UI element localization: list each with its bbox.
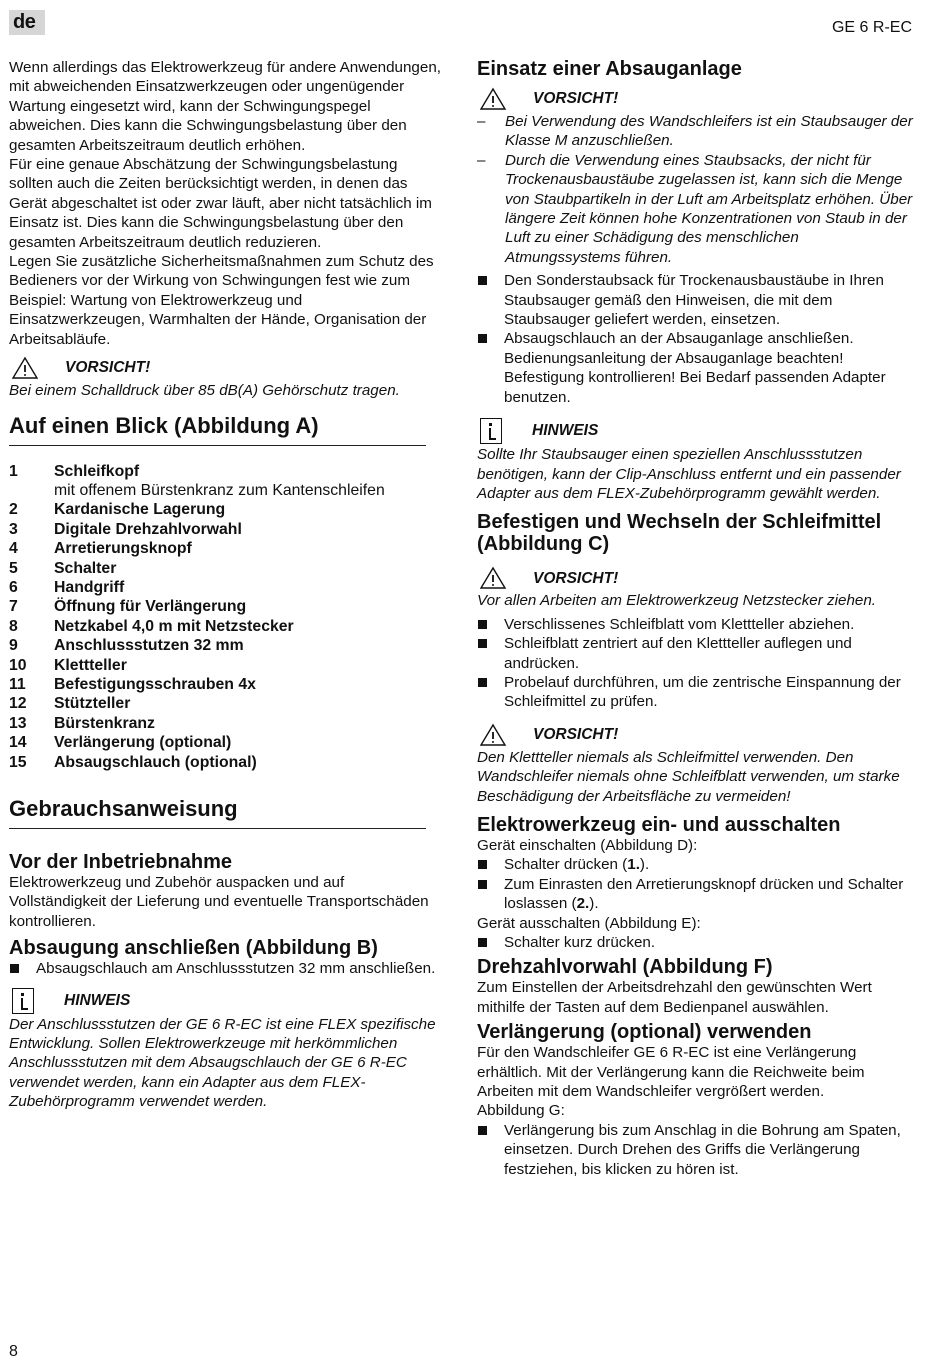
- extraction-list: [477, 271, 913, 407]
- list-item: Absaugschlauch an der Absauganlage anschließen. Bedienungsanleitung der Absauganlage beachten! Befestigung kontrollieren! Bei Bedarf passenden Adapter benutzen.: [477, 329, 913, 407]
- caution-block: [9, 355, 441, 381]
- caution-block: [477, 722, 913, 748]
- overview-heading: Auf einen Blick (Abbildung A): [9, 413, 426, 446]
- list-item: Probelauf durchführen, um die zentrische Einspannung der Schleifmittel zu prüfen.: [477, 673, 913, 712]
- switch-on-list: [477, 855, 913, 913]
- model-name: GE 6 R-EC: [831, 19, 912, 36]
- legend-item: 7 Öffnung für Verlängerung: [9, 598, 247, 616]
- note-block: [477, 417, 913, 445]
- list-item: Schalter kurz drücken.: [477, 933, 913, 952]
- note-text: Der Anschlussstutzen der GE 6 R-EC ist eine FLEX spezifische Entwicklung. Sollen Elektrowerkzeuge mit herkömmlichen Anschlussstutzen mit dem Absaugschlauch der GE 6 R-EC verwendet werden, kann ein Adapter aus dem FLEX-Zubehörprogramm verwendet werden.: [9, 1015, 436, 1111]
- list-item: – Durch die Verwendung eines Staubsacks, der nicht für Trockenausbaustäube zugelassen ist, kann sich die Menge von Staubpartikeln in der Luft am Arbeitsplatz erhöhen. Über längere Zeit können hohe Konzentrationen von Staub in der Luft zu einer Schädigung des menschlichen Atmungssystems führen.: [477, 151, 913, 267]
- usage-heading: Gebrauchsanweisung: [9, 796, 426, 829]
- caution-text: Bei einem Schalldruck über 85 dB(A) Gehörschutz tragen.: [9, 382, 400, 400]
- legend-item: 11 Befestigungsschrauben 4x: [9, 675, 256, 693]
- legend-item: 4 Arretierungsknopf: [9, 540, 192, 558]
- caution-label: VORSICHT!: [533, 726, 619, 744]
- switch-off-label: Gerät ausschalten (Abbildung E):: [477, 914, 701, 932]
- speed-heading: Drehzahlvorwahl (Abbildung F): [477, 956, 773, 979]
- info-icon: [12, 988, 34, 1014]
- switch-off-list: [477, 933, 913, 952]
- intro-paragraph-3: Legen Sie zusätzliche Sicherheitsmaßnahmen zum Schutz des Bedieners vor der Wirkung von Schwingungen fest wie zum Beispiel: Wartung von Elektrowerkzeug und Einsatzwerkzeugen, Warmhalten der Hände, Organisation der Arbeitsabläufe.: [9, 253, 434, 348]
- warning-triangle-icon: [11, 356, 39, 380]
- caution-label: VORSICHT!: [533, 569, 619, 587]
- switch-on-label: Gerät einschalten (Abbildung D):: [477, 836, 698, 854]
- note-label: HINWEIS: [532, 422, 599, 440]
- list-item: Verschlissenes Schleifblatt vom Klettteller abziehen.: [477, 615, 913, 634]
- legend-item: 9 Anschlussstutzen 32 mm: [9, 637, 244, 655]
- list-item: – Bei Verwendung des Wandschleifers ist ein Staubsauger der Klasse M anzuschließen.: [477, 112, 913, 151]
- language-badge: de: [9, 10, 45, 35]
- note-text: Sollte Ihr Staubsauger einen speziellen Anschlussstutzen benötigen, kann der Clip-Anschluss entfernt und ein passender Adapter aus dem FLEX-Zubehörprogramm gewählt werden.: [477, 446, 901, 502]
- intro-paragraph-1: Wenn allerdings das Elektrowerkzeug für andere Anwendungen, mit abweichenden Einsatzwerkzeugen oder ungenügender Wartung eingesetzt wird, kann der Schwingungspegel abweichen. Dies kann die Schwingungsbelastung über den gesamten Arbeitszeitraum deutlich erhöhen.: [9, 59, 441, 154]
- legend-item: 15 Absaugschlauch (optional): [9, 753, 257, 771]
- legend-item: 13 Bürstenkranz: [9, 714, 155, 732]
- caution-block: [477, 565, 913, 591]
- extraction-heading: Einsatz einer Absauganlage: [477, 58, 742, 80]
- caution-label: VORSICHT!: [65, 359, 151, 377]
- caution-label: VORSICHT!: [533, 90, 619, 108]
- left-column: [9, 58, 441, 1112]
- before-use-text: Elektrowerkzeug und Zubehör auspacken und auf Vollständigkeit der Lieferung und eventuelle Transportschäden kontrollieren.: [9, 874, 429, 930]
- extension-text: Für den Wandschleifer GE 6 R-EC ist eine Verlängerung erhältlich. Mit der Verlängerung kann die Reichweite beim Arbeiten mit dem Wandschleifer vergrößert werden.: [477, 1044, 865, 1101]
- legend-item: 6 Handgriff: [9, 578, 125, 596]
- list-item: Schleifblatt zentriert auf den Klettteller auflegen und andrücken.: [477, 634, 913, 673]
- info-icon: [480, 418, 502, 444]
- speed-text: Zum Einstellen der Arbeitsdrehzahl den gewünschten Wert mithilfe der Tasten auf dem Bedienpanel auswählen.: [477, 979, 872, 1016]
- abrasive-list: [477, 615, 913, 712]
- legend-item: 14 Verlängerung (optional): [9, 734, 232, 752]
- list-item: Verlängerung bis zum Anschlag in die Bohrung am Spaten, einsetzen. Durch Drehen des Griffs die Verlängerung festziehen, bis klicken zu hören ist.: [477, 1121, 913, 1179]
- list-item: Zum Einrasten den Arretierungsknopf drücken und Schalter loslassen (2.).: [477, 875, 913, 914]
- legend-item: 5 Schalter: [9, 559, 117, 577]
- parts-legend: [9, 462, 441, 773]
- note-block: [9, 987, 441, 1015]
- note-label: HINWEIS: [64, 991, 131, 1009]
- legend-item: 10 Klettteller: [9, 656, 127, 674]
- caution-list: [477, 112, 913, 267]
- caution-block: [477, 86, 913, 112]
- extension-list: [477, 1121, 913, 1179]
- warning-triangle-icon: [479, 87, 507, 111]
- connect-extraction-heading: Absaugung anschließen (Abbildung B): [9, 937, 378, 960]
- legend-item: 8 Netzkabel 4,0 m mit Netzstecker: [9, 617, 294, 635]
- legend-item: 12 Stützteller: [9, 695, 131, 713]
- intro-paragraph-2: Für eine genaue Abschätzung der Schwingungsbelastung sollten auch die Zeiten berücksichtigt werden, in denen das Gerät abgeschaltet ist oder zwar läuft, aber nicht tatsächlich im Einsatz ist. Dies kann die Schwingungsbelastung über den gesamten Arbeitszeitraum deutlich reduzieren.: [9, 156, 432, 251]
- warning-triangle-icon: [479, 566, 507, 590]
- connect-extraction-list: [9, 959, 441, 978]
- switch-heading: Elektrowerkzeug ein- und ausschalten: [477, 813, 841, 836]
- before-use-heading: Vor der Inbetriebnahme: [9, 851, 233, 873]
- legend-item: 2 Kardanische Lagerung: [9, 501, 226, 519]
- list-item: Absaugschlauch am Anschlussstutzen 32 mm anschließen.: [9, 959, 441, 978]
- caution-text: Vor allen Arbeiten am Elektrowerkzeug Netzstecker ziehen.: [477, 592, 876, 610]
- legend-item-sub: mit offenem Bürstenkranz zum Kantenschleifen: [54, 481, 385, 499]
- extension-heading: Verlängerung (optional) verwenden: [477, 1021, 812, 1044]
- extension-figure-label: Abbildung G:: [477, 1102, 565, 1120]
- warning-triangle-icon: [479, 723, 507, 747]
- right-column: [477, 58, 913, 1179]
- list-item: Schalter drücken (1.).: [477, 855, 913, 874]
- page-number: 8: [9, 1343, 18, 1360]
- abrasive-heading: Befestigen und Wechseln der Schleifmittel (Abbildung C): [477, 511, 882, 556]
- legend-item: 3 Digitale Drehzahlvorwahl: [9, 520, 242, 538]
- list-item: Den Sonderstaubsack für Trockenausbaustäube in Ihren Staubsauger gemäß den Hinweisen, die mit dem Staubsauger geliefert werden, einsetzen.: [477, 271, 913, 329]
- legend-item: 1 Schleifkopf: [9, 462, 140, 480]
- caution-text: Den Klettteller niemals als Schleifmittel verwenden. Den Wandschleifer niemals ohne Schleifblatt verwenden, um starke Beschädigung der Arbeitsfläche zu vermeiden!: [477, 748, 900, 805]
